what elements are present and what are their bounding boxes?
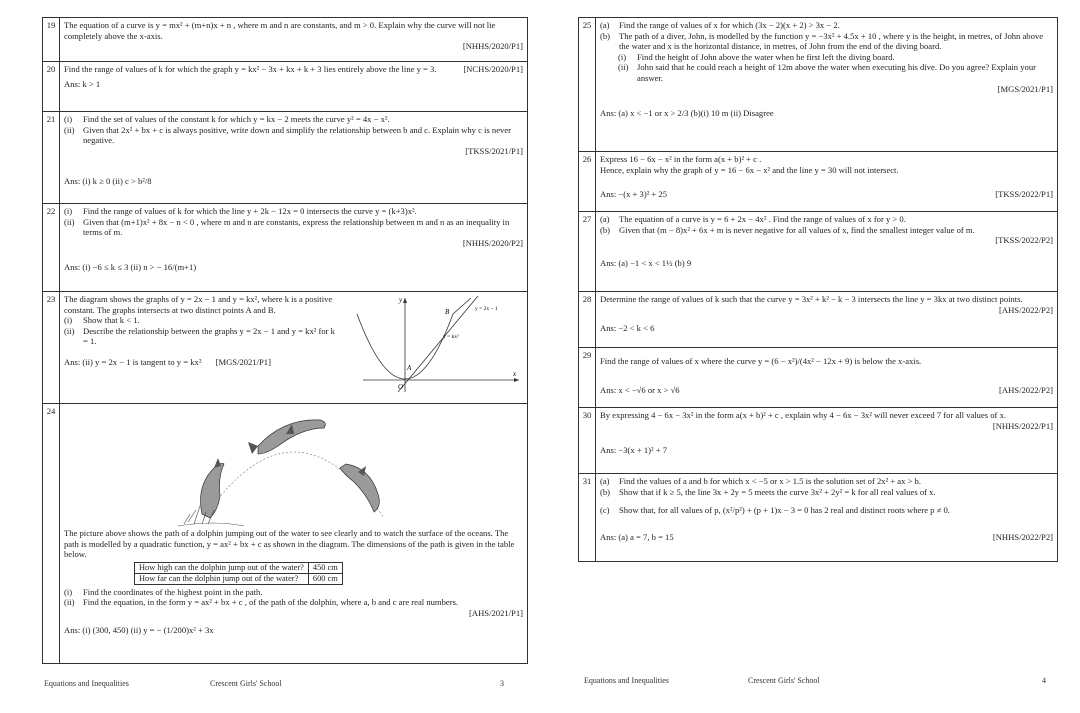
answer: Ans: −3(x + 1)² + 7 [600,445,668,456]
question-body [60,292,528,404]
source-ref: [NCHS/2020/P1] [463,64,523,74]
answer: Ans: −2 < k < 6 [600,323,655,334]
question-body [596,292,1058,348]
answer: Ans: (a) x < −1 or x > 2/3 (b)(i) 10 m (ii) Disagree [600,108,774,119]
part-text: Given that 2x² + bx + c is always positive, write down and simplify the relationship between b and c. Explain why c is never negative. [83,124,512,146]
part-label: (i) [618,51,627,62]
right-question-table [578,17,1058,562]
table-row [135,573,343,584]
part-text: Show that if k ≥ 5, the line 3x + 2y = 5 meets the curve 3x² + 2y² = k for all real values of x. [619,486,936,497]
answer: Ans: (i) −6 ≤ k ≤ 3 (ii) n > − 16/(m+1) [64,262,197,273]
source-ref: [TKSS/2022/P2] [995,235,1053,246]
part-text: Given that (m+1)x² + 8x − n < 0 , where m and n are constants, express the relationship between m and n as an inequality in terms of m. [83,216,510,238]
table-cell: 450 cm [308,562,342,573]
dolphin-middle-icon [248,420,325,454]
question-row [579,212,1058,292]
graph-diagram [343,294,523,394]
question-number: 22 [43,204,60,292]
part-label: (ii) [64,216,75,227]
source-ref: [AHS/2022/P2] [999,384,1053,395]
answer: Ans: (i) k ≥ 0 (ii) c > b²/8 [64,176,152,187]
question-row [43,292,528,404]
part-text: Show that, for all values of p, (x²/p²) + (p + 1)x − 3 = 0 has 2 real and distinct roots where p ≠ 0. [619,505,950,516]
question-text: Determine the range of values of k such that the curve y = 3x² + k² − k − 3 intersects the line y = 3kx at two distinct points. [600,294,1023,304]
dolphin-right-icon [340,464,379,512]
question-row [579,292,1058,348]
question-body [60,204,528,292]
question-row [43,204,528,292]
question-text: Express 16 − 6x − x² in the form a(x + b)² + c . [600,154,762,164]
question-row [43,18,528,62]
question-text: Hence, explain why the graph of y = 16 − 6x − x² and the line y = 30 will not intersect. [600,164,899,175]
question-number: 28 [579,292,596,348]
question-text: Find the range of values of k for which the graph y = kx² − 3x + kx + k + 3 lies entirely above the line y = 3. [64,64,437,74]
footer-left-page-number: 3 [500,679,504,688]
question-text: The picture above shows the path of a dolphin jumping out of the water to see clearly and to watch the surface of the oceans. The path is modelled by a quadratic function, y = ax² + bx + c as shown in the diagram. The dimensions of the path is given in the table below. [64,528,515,560]
question-body [60,112,528,204]
part-text: John said that he could reach a height of 12m above the water when executing his dive. Do you agree? Explain your answer. [637,62,1037,83]
part-label: (i) [64,206,73,216]
source-ref: [NHHS/2020/P2] [462,237,523,248]
question-text: By expressing 4 − 6x − 3x² in the form a(x + b)² + c , explain why 4 − 6x − 3x² will never exceed 7 for all values of x. [600,410,1007,420]
answer: Ans: (a) a = 7, b = 15 [600,531,674,542]
source-ref: [NHHS/2022/P2] [992,531,1053,542]
source-ref: [AHS/2022/P2] [999,304,1053,315]
question-row [579,474,1058,562]
part-text: The path of a diver, John, is modelled by the function y = −3x² + 4.5x + 10 , where y is the height, in metres, of John above the water and x is the horizontal distance, in metres, of John from the end of the diving board. [619,30,1044,52]
left-question-table [42,17,528,664]
part-text: Find the values of a and b for which x < −5 or x > 1.5 is the solution set of 2x² + ax > b. [619,476,922,486]
table-row [135,562,343,573]
part-text: Find the range of values of x for which (3x − 2)(x + 2) > 3x − 2. [619,20,840,30]
dolphin-picture [174,406,414,528]
question-number: 20 [43,62,60,112]
source-ref: [TKSS/2022/P1] [995,189,1053,200]
dimension-table [134,562,343,585]
question-body [60,404,528,664]
question-row [579,152,1058,212]
question-body [596,408,1058,474]
part-label: (a) [600,476,610,486]
part-label: (i) [64,586,73,597]
question-row [579,348,1058,408]
question-text: The diagram shows the graphs of y = 2x − 1 and y = kx², where k is a positive constant. The graphs intersects at two distinct points A and B. [64,294,333,315]
question-number: 30 [579,408,596,474]
answer: Ans: (i) (300, 450) (ii) y = − (1/200)x² + 3x [64,624,214,635]
part-text: Find the range of values of k for which the line y + 2k − 12x = 0 intersects the curve y = (k+3)x². [83,206,417,216]
part-text: Find the equation, in the form y = ax² + bx + c , of the path of the dolphin, where a, b and c are real numbers. [83,597,459,608]
part-text: Find the set of values of the constant k for which y = kx − 2 meets the curve y² = 4x − x². [83,114,390,124]
question-body [60,18,528,62]
question-row [579,408,1058,474]
source-ref: [NHHS/2022/P1] [992,420,1053,431]
question-number: 19 [43,18,60,62]
question-number: 27 [579,212,596,292]
question-number: 29 [579,348,596,408]
origin-label: O [398,383,404,391]
question-body [596,348,1058,408]
answer: Ans: k > 1 [64,78,101,89]
footer-left-school: Crescent Girls' School [210,679,282,688]
part-label: (a) [600,214,610,224]
part-label: (ii) [64,325,75,336]
source-ref: [AHS/2021/P1] [469,607,523,618]
part-label: (b) [600,30,611,41]
question-body [60,62,528,112]
question-text: The equation of a curve is y = mx² + (m+n)x + n , where m and n are constants, and m > 0. Explain why the curve will not lie completely above the x-axis. [64,20,496,41]
curve-label: y = kx² [443,334,459,340]
point-b-label: B [445,308,450,316]
straight-line [398,296,478,392]
dolphin-left-icon [200,458,224,518]
question-number: 23 [43,292,60,404]
question-number: 26 [579,152,596,212]
footer-right-school: Crescent Girls' School [748,676,820,685]
y-axis-arrow [403,298,407,303]
part-text: Find the height of John above the water when he first left the diving board. [637,51,895,62]
y-axis-label: y [399,296,403,304]
part-text: Given that (m − 8)x² + 6x + m is never negative for all values of x, find the smallest integer value of m. [619,224,975,235]
question-body [596,212,1058,292]
table-cell: How high can the dolphin jump out of the water? [135,562,309,573]
part-label: (c) [600,505,610,516]
part-label: (b) [600,224,611,235]
question-number: 31 [579,474,596,562]
question-row [43,112,528,204]
table-cell: How far can the dolphin jump out of the water? [135,573,309,584]
part-label: (ii) [64,597,75,608]
answer: Ans: (a) −1 < x < 1½ (b) 9 [600,257,692,268]
part-label: (i) [64,114,73,124]
question-row [579,18,1058,152]
question-body [596,474,1058,562]
part-label: (ii) [618,62,629,73]
footer-right-title: Equations and Inequalities [584,676,669,685]
question-row [43,62,528,112]
answer: Ans: (ii) y = 2x − 1 is tangent to y = kx² [64,356,202,367]
source-ref: [NHHS/2020/P1] [462,41,523,52]
table-cell: 600 cm [308,573,342,584]
source-ref: [MGS/2021/P1] [215,356,271,367]
question-number: 21 [43,112,60,204]
part-label: (a) [600,20,610,30]
part-label: (b) [600,486,611,497]
part-text: Show that k < 1. [83,315,140,326]
answer: Ans: −(x + 3)² + 25 [600,189,668,200]
part-text: The equation of a curve is y = 6 + 2x − 4x² . Find the range of values of x for y > 0. [619,214,906,224]
source-ref: [TKSS/2021/P1] [465,145,523,156]
part-text: Describe the relationship between the graphs y = 2x − 1 and y = kx² for k = 1. [83,325,335,347]
part-label: (i) [64,315,73,326]
source-ref: [MGS/2021/P1] [997,83,1053,94]
question-body [596,18,1058,152]
question-number: 25 [579,18,596,152]
footer-right-page-number: 4 [1042,676,1046,685]
answer: Ans: x < −√6 or x > √6 [600,384,680,395]
line-label: y = 2x − 1 [475,306,498,312]
question-text: Find the range of values of x where the curve y = (6 − x²)/(4x² − 12x + 9) is below the x-axis. [600,356,922,366]
x-axis-label: x [513,370,517,378]
footer-left-title: Equations and Inequalities [44,679,129,688]
point-a-label: A [407,364,412,372]
question-number: 24 [43,404,60,664]
part-text: Find the coordinates of the highest point in the path. [83,586,263,597]
x-axis-arrow [514,378,519,382]
question-row [43,404,528,664]
part-label: (ii) [64,124,75,135]
question-body [596,152,1058,212]
